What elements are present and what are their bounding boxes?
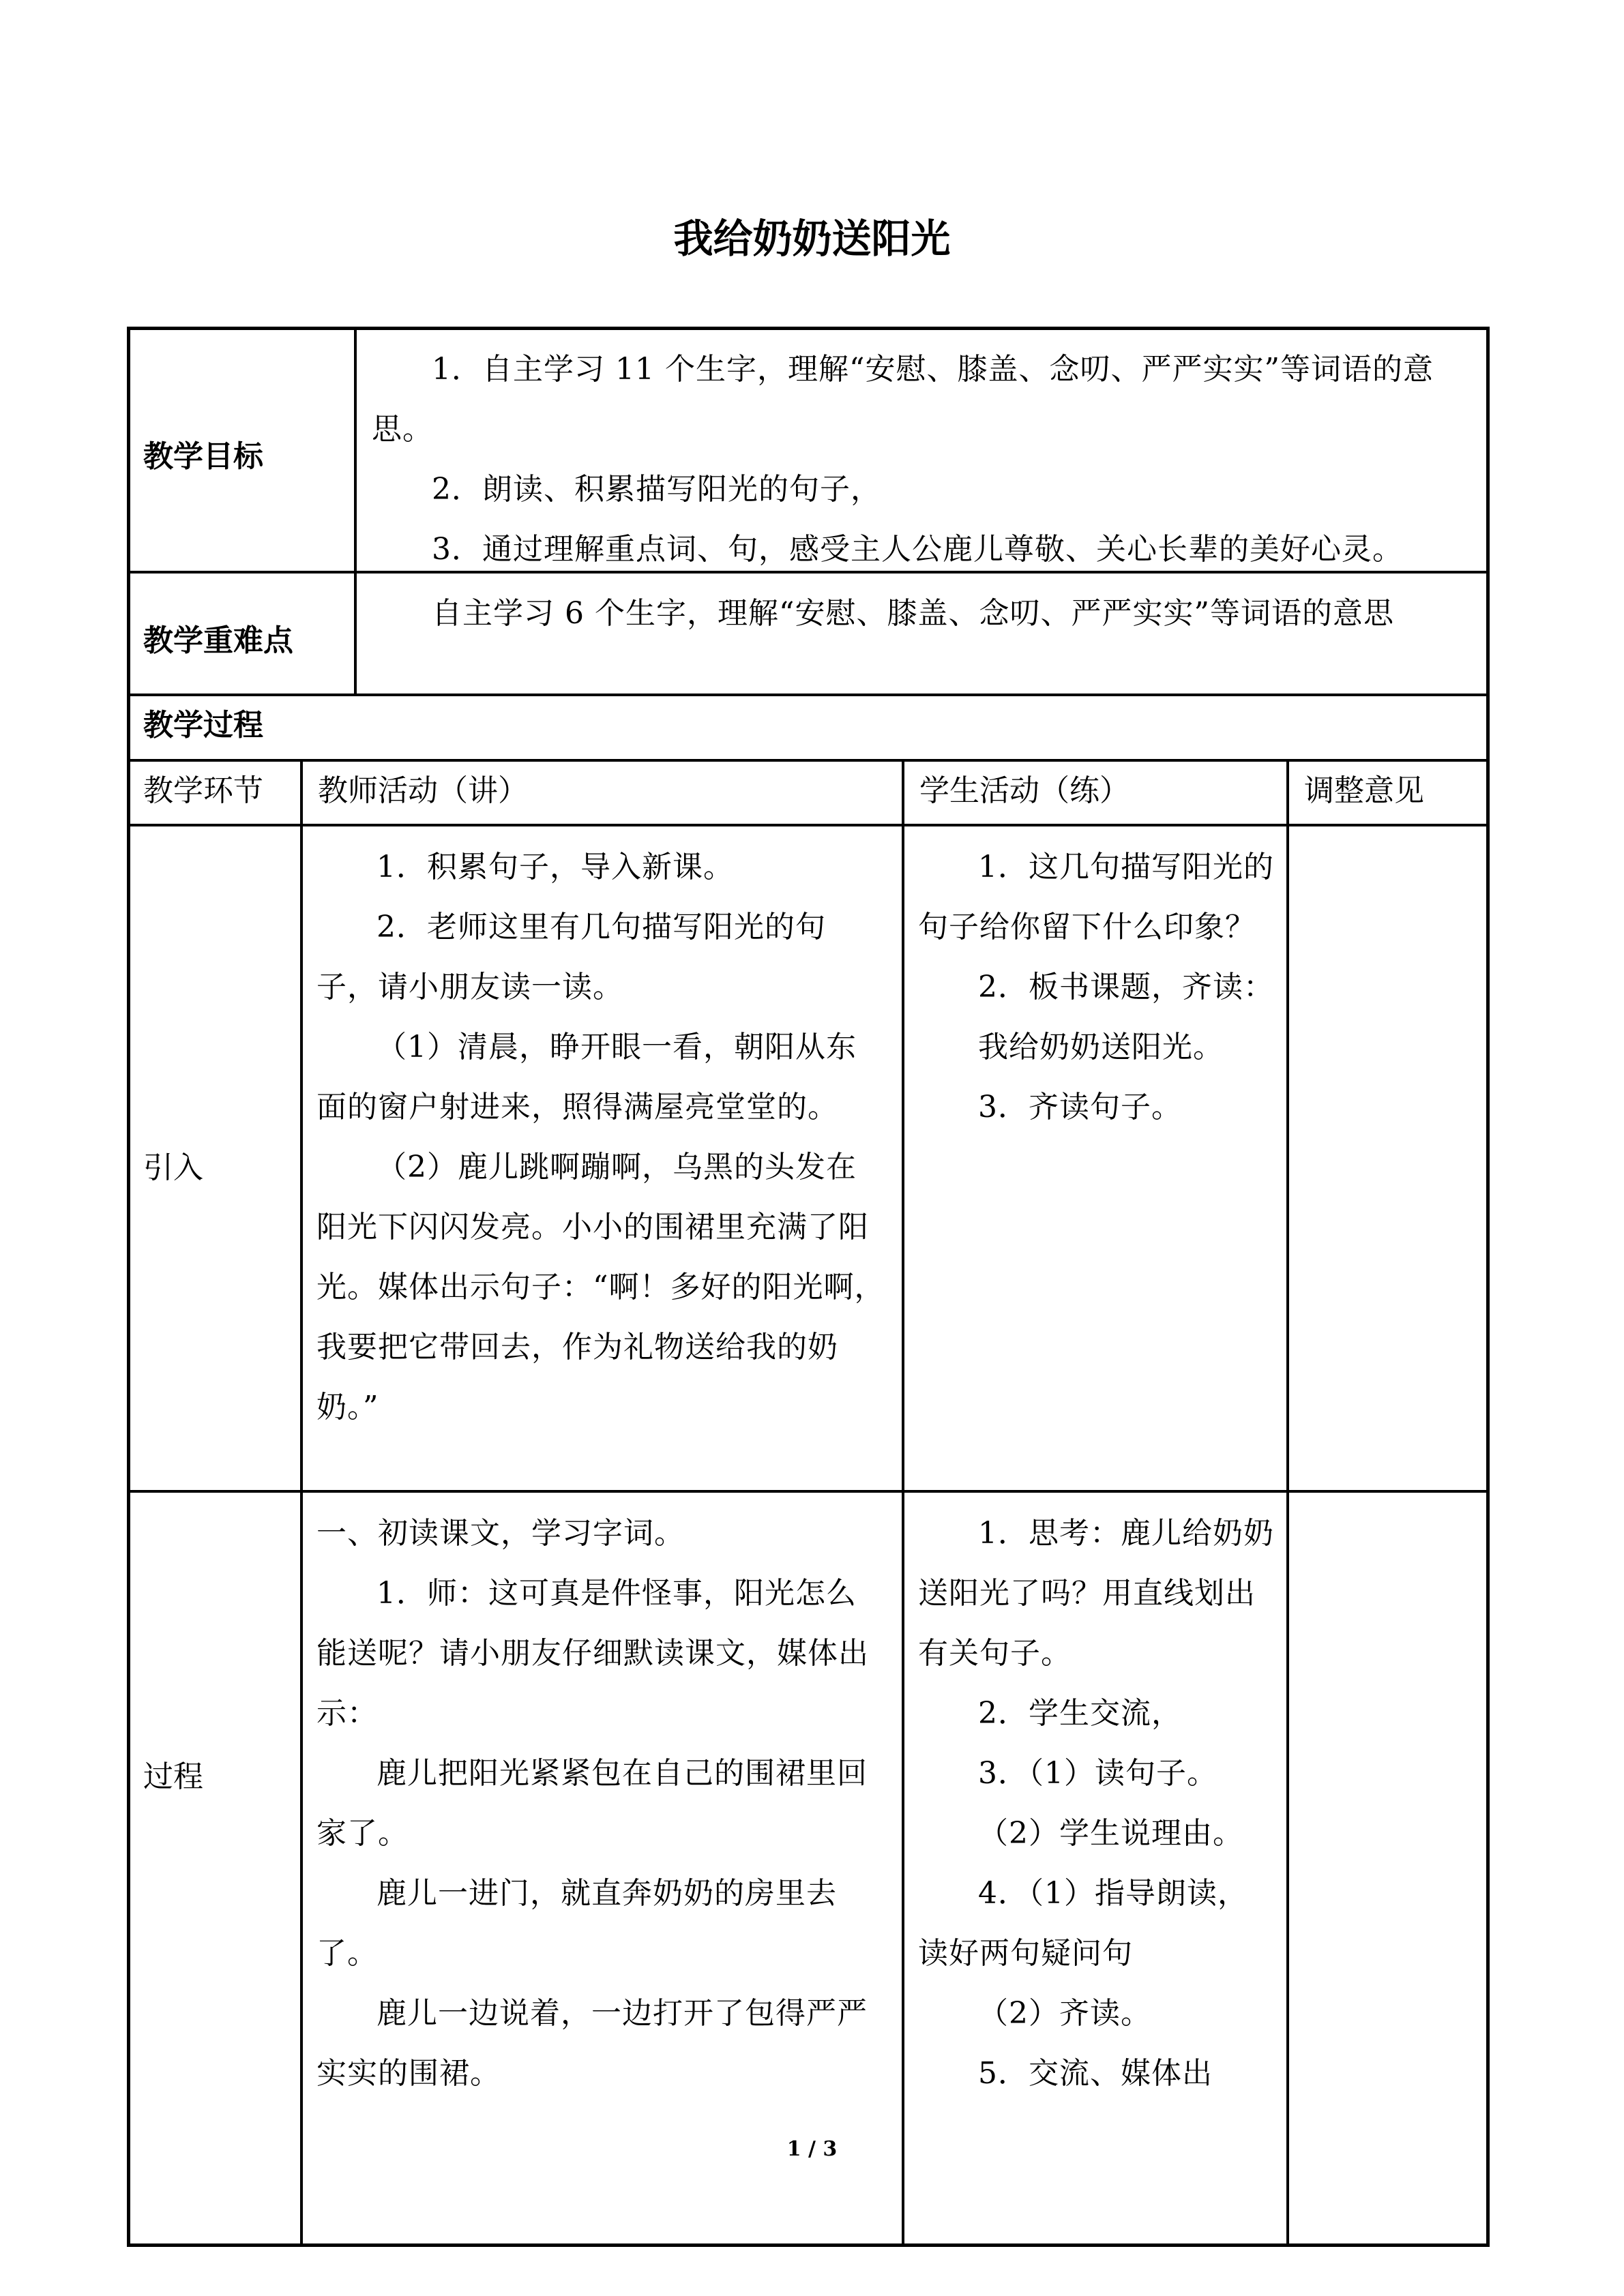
objectives-content xyxy=(372,340,1463,580)
teacher-activity-line: 2．老师这里有几句描写阳光的句子，请小朋友读一读。 xyxy=(316,910,826,1004)
column-header-adjust: 调整意见 xyxy=(1304,773,1424,808)
objective-item: 2．朗读、积累描写阳光的句子， xyxy=(432,472,881,507)
teacher-activity-line: （1）清晨，睁开眼一看，朝阳从东面的窗户射进来，照得满屋亮堂堂的。 xyxy=(316,1030,857,1124)
teacher-activity-line: （2）鹿儿跳啊蹦啊，乌黑的头发在阳光下闪闪发亮。小小的围裙里充满了阳光。媒体出示句子：“啊！多好的阳光啊，我要把它带回去，作为礼物送给我的奶奶。” xyxy=(316,1150,885,1425)
column-header-teacher: 教师活动（讲） xyxy=(318,773,528,808)
key-points-content xyxy=(372,584,1463,644)
student-activity-line: 5．交流、媒体出 xyxy=(978,2056,1213,2091)
student-activity-line: （2）学生说理由。 xyxy=(978,1816,1243,1851)
student-activity-line: 2．板书课题，齐读： xyxy=(978,970,1274,1004)
key-points-text: 自主学习 6 个生字，理解“安慰、膝盖、念叨、严严实实”等词语的意思 xyxy=(432,596,1394,631)
page-number: 1 / 3 xyxy=(786,2137,838,2161)
stage-cell: 引入 xyxy=(143,1150,203,1185)
teacher-activity-line: 1．积累句子，导入新课。 xyxy=(377,850,734,884)
teacher-activity-line: 1．师：这可真是件怪事，阳光怎么能送呢？请小朋友仔细默读课文，媒体出示： xyxy=(316,1576,869,1731)
document-title: 我给奶奶送阳光 xyxy=(673,215,951,262)
teacher-activity-cell xyxy=(316,837,887,1437)
student-activity-cell xyxy=(918,1504,1275,2104)
process-header: 教学过程 xyxy=(143,708,263,743)
teacher-activity-cell xyxy=(316,1504,887,2104)
objective-item: 3．通过理解重点词、句，感受主人公鹿儿尊敬、关心长辈的美好心灵。 xyxy=(432,532,1403,567)
key-points-label: 教学重难点 xyxy=(143,623,293,658)
student-activity-cell xyxy=(918,837,1275,1137)
objective-item: 1．自主学习 11 个生字，理解“安慰、膝盖、念叨、严严实实”等词语的意思。 xyxy=(372,352,1434,447)
student-activity-line: 4．（1）指导朗读，读好两句疑问句 xyxy=(918,1876,1248,1971)
column-header-student: 学生活动（练） xyxy=(919,773,1130,808)
student-activity-line: 我给奶奶送阳光。 xyxy=(978,1030,1224,1064)
student-activity-line: （2）齐读。 xyxy=(978,1996,1151,2031)
column-header-stage: 教学环节 xyxy=(143,773,263,808)
teacher-activity-line: 一、初读课文，学习字词。 xyxy=(316,1516,685,1551)
objectives-label: 教学目标 xyxy=(143,439,263,474)
student-activity-line: 3．（1）读句子。 xyxy=(978,1756,1217,1791)
stage-cell: 过程 xyxy=(143,1759,203,1794)
teacher-activity-line: 鹿儿把阳光紧紧包在自己的围裙里回家了。 xyxy=(316,1756,868,1851)
student-activity-line: 1．这几句描写阳光的句子给你留下什么印象？ xyxy=(918,850,1274,944)
teacher-activity-line: 鹿儿一进门，就直奔奶奶的房里去了。 xyxy=(316,1876,837,1971)
student-activity-line: 1．思考：鹿儿给奶奶送阳光了吗？用直线划出有关句子。 xyxy=(918,1516,1274,1671)
student-activity-line: 2．学生交流， xyxy=(978,1696,1182,1731)
student-activity-line: 3．齐读句子。 xyxy=(978,1090,1182,1124)
teacher-activity-line: 鹿儿一边说着，一边打开了包得严严实实的围裙。 xyxy=(316,1996,868,2091)
